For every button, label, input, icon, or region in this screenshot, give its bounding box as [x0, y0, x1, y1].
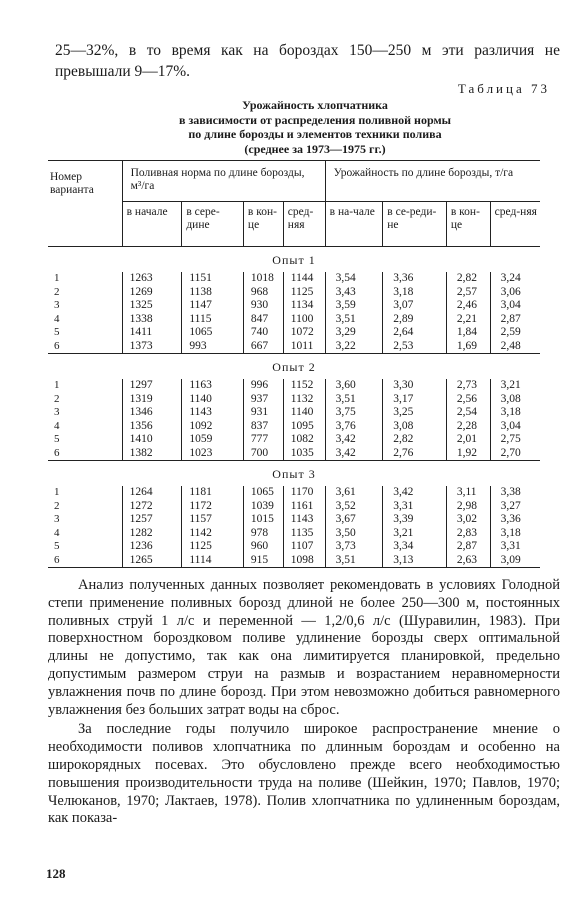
cell-norm-middle: 993: [182, 340, 244, 354]
cell-yield-end: 2,57: [446, 286, 490, 300]
cell-yield-end: 2,28: [446, 420, 490, 434]
header-yield-middle: в се-реди-не: [383, 202, 447, 247]
cell-yield-start: 3,54: [325, 272, 383, 286]
table-row: [48, 486, 540, 500]
cell-yield-end: 2,87: [446, 540, 490, 554]
cell-norm-end: 930: [243, 299, 283, 313]
cell-yield-start: 3,42: [325, 433, 383, 447]
cell-norm-end: 915: [243, 554, 283, 568]
table-row: [48, 326, 540, 340]
table-row: [48, 447, 540, 461]
cell-yield-average: 2,70: [490, 447, 540, 461]
cell-norm-middle: 1065: [182, 326, 244, 340]
cell-variant-number: 1: [54, 486, 60, 498]
cell-norm-average: 1011: [283, 340, 325, 354]
cell-norm-middle: 1142: [182, 527, 244, 541]
cell-yield-end: 2,01: [446, 433, 490, 447]
cell-norm-start: 1297: [122, 379, 182, 393]
cell-yield-average: 3,21: [490, 379, 540, 393]
cell-norm-end: 1015: [243, 513, 283, 527]
cell-variant-number: 5: [54, 540, 60, 552]
table-row: [48, 313, 540, 327]
body-paragraph: Анализ полученных данных позволяет рекомендовать в условиях Голодной степи применение поливных борозд длиной не более 250—300 м, постоянных поливных струй 1 л/с и переменной — 1,2/0,6 л/с (Шуравилин, 1983). При поверхностном бороздковом поливе удлинение борозды сверх оптимальной длины не допустимо, так как она лимитируется планировкой, предельно допустимым размером струи на размыв и возрастанием неравномерности увлажнения почв по длине борозд. При этом невозможно добиться равномерного увлажнения без больших затрат воды на сброс.: [48, 577, 560, 718]
cell-yield-start: 3,76: [325, 420, 383, 434]
cell-norm-end: 1065: [243, 486, 283, 500]
cell-norm-start: 1319: [122, 393, 182, 407]
cell-yield-start: 3,29: [325, 326, 383, 340]
cell-norm-end: 931: [243, 406, 283, 420]
cell-yield-middle: 3,17: [383, 393, 447, 407]
cell-yield-start: 3,22: [325, 340, 383, 354]
cell-norm-middle: 1114: [182, 554, 244, 568]
cell-yield-average: 2,48: [490, 340, 540, 354]
cell-norm-middle: 1140: [182, 393, 244, 407]
cell-norm-middle: 1115: [182, 313, 244, 327]
cell-norm-average: 1098: [283, 554, 325, 568]
experiment-heading: [48, 247, 540, 273]
cell-yield-end: 1,69: [446, 340, 490, 354]
cell-norm-middle: 1147: [182, 299, 244, 313]
cell-yield-start: 3,61: [325, 486, 383, 500]
cell-norm-average: 1144: [283, 272, 325, 286]
header-yield-start: в на-чале: [325, 202, 383, 247]
experiment-heading: [48, 354, 540, 380]
yield-table: [48, 160, 540, 568]
cell-yield-start: 3,60: [325, 379, 383, 393]
cell-norm-middle: 1151: [182, 272, 244, 286]
cell-yield-middle: 2,76: [383, 447, 447, 461]
table-title-line: по длине борозды и элементов техники полива: [188, 127, 442, 141]
cell-norm-average: 1135: [283, 527, 325, 541]
cell-norm-average: 1143: [283, 513, 325, 527]
cell-norm-end: 978: [243, 527, 283, 541]
cell-norm-end: 777: [243, 433, 283, 447]
cell-yield-end: 3,02: [446, 513, 490, 527]
cell-yield-middle: 2,89: [383, 313, 447, 327]
cell-norm-average: 1170: [283, 486, 325, 500]
cell-norm-average: 1082: [283, 433, 325, 447]
cell-yield-start: 3,51: [325, 313, 383, 327]
cell-norm-middle: 1181: [182, 486, 244, 500]
cell-norm-end: 996: [243, 379, 283, 393]
cell-variant-number: 6: [54, 339, 60, 352]
cell-norm-average: 1100: [283, 313, 325, 327]
cell-norm-end: 740: [243, 326, 283, 340]
cell-yield-end: 2,21: [446, 313, 490, 327]
header-row-label: Номер варианта: [50, 171, 94, 196]
cell-variant-number: 5: [54, 326, 60, 338]
cell-norm-end: 1039: [243, 500, 283, 514]
cell-norm-start: 1373: [122, 340, 182, 354]
cell-norm-average: 1132: [283, 393, 325, 407]
cell-yield-start: 3,51: [325, 393, 383, 407]
cell-yield-middle: 3,21: [383, 527, 447, 541]
header-yield-group: Урожайность по длине борозды, т/га: [325, 161, 540, 202]
table-row: [48, 500, 540, 514]
cell-yield-average: 3,09: [490, 554, 540, 568]
cell-norm-middle: 1143: [182, 406, 244, 420]
cell-norm-start: 1282: [122, 527, 182, 541]
cell-norm-end: 960: [243, 540, 283, 554]
cell-norm-start: 1264: [122, 486, 182, 500]
table-row: [48, 554, 540, 568]
cell-variant-number: 2: [54, 392, 60, 405]
page-number: 128: [46, 866, 66, 881]
cell-norm-end: 937: [243, 393, 283, 407]
cell-yield-end: 2,46: [446, 299, 490, 313]
table-row: [48, 393, 540, 407]
cell-norm-start: 1265: [122, 554, 182, 568]
cell-yield-end: 2,63: [446, 554, 490, 568]
body-text: [48, 577, 560, 830]
cell-yield-middle: 2,82: [383, 433, 447, 447]
cell-yield-start: 3,51: [325, 554, 383, 568]
cell-yield-middle: 3,13: [383, 554, 447, 568]
cell-norm-middle: 1125: [182, 540, 244, 554]
cell-norm-start: 1410: [122, 433, 182, 447]
cell-norm-start: 1257: [122, 513, 182, 527]
cell-yield-start: 3,50: [325, 527, 383, 541]
table-row: [48, 527, 540, 541]
cell-yield-middle: 3,31: [383, 500, 447, 514]
cell-norm-average: 1095: [283, 420, 325, 434]
cell-yield-end: 2,56: [446, 393, 490, 407]
cell-variant-number: 3: [54, 406, 60, 418]
cell-yield-middle: 2,64: [383, 326, 447, 340]
cell-yield-average: 3,04: [490, 420, 540, 434]
header-yield-average: сред-няя: [490, 202, 540, 247]
cell-norm-start: 1272: [122, 500, 182, 514]
cell-yield-middle: 3,30: [383, 379, 447, 393]
cell-yield-average: 3,08: [490, 393, 540, 407]
experiment-label: Опыт 1: [272, 253, 316, 267]
cell-norm-start: 1236: [122, 540, 182, 554]
cell-yield-end: 3,11: [446, 486, 490, 500]
header-norm-group: Поливная норма по длине борозды, м³/га: [122, 161, 325, 202]
cell-norm-average: 1125: [283, 286, 325, 300]
cell-yield-end: 2,73: [446, 379, 490, 393]
experiment-label: Опыт 3: [272, 467, 316, 481]
experiment-heading: [48, 461, 540, 487]
cell-yield-average: 2,75: [490, 433, 540, 447]
table-row: [48, 513, 540, 527]
cell-yield-middle: 3,36: [383, 272, 447, 286]
cell-yield-middle: 3,07: [383, 299, 447, 313]
cell-yield-start: 3,67: [325, 513, 383, 527]
cell-variant-number: 4: [54, 419, 60, 432]
cell-variant-number: 4: [54, 312, 60, 325]
cell-variant-number: 6: [54, 553, 60, 566]
cell-variant-number: 5: [54, 433, 60, 445]
header-norm-average: сред-няя: [283, 202, 325, 247]
cell-norm-average: 1161: [283, 500, 325, 514]
cell-norm-start: 1325: [122, 299, 182, 313]
cell-norm-end: 968: [243, 286, 283, 300]
cell-yield-average: 3,36: [490, 513, 540, 527]
cell-norm-middle: 1092: [182, 420, 244, 434]
table-title-line: в зависимости от распределения поливной нормы: [178, 112, 451, 127]
cell-norm-average: 1072: [283, 326, 325, 340]
cell-norm-end: 1018: [243, 272, 283, 286]
cell-norm-middle: 1138: [182, 286, 244, 300]
cell-yield-average: 3,04: [490, 299, 540, 313]
header-norm-middle: в сере-дине: [182, 202, 244, 247]
header-norm-end: в кон-це: [243, 202, 283, 247]
cell-yield-end: 2,98: [446, 500, 490, 514]
cell-yield-average: 3,18: [490, 406, 540, 420]
cell-variant-number: 3: [54, 299, 60, 311]
cell-norm-average: 1140: [283, 406, 325, 420]
cell-norm-end: 700: [243, 447, 283, 461]
table-title-line: (среднее за 1973—1975 гг.): [244, 141, 386, 156]
cell-norm-middle: 1059: [182, 433, 244, 447]
cell-norm-average: 1107: [283, 540, 325, 554]
cell-variant-number: 6: [54, 446, 60, 459]
cell-variant-number: 3: [54, 513, 60, 525]
cell-norm-start: 1263: [122, 272, 182, 286]
cell-norm-middle: 1163: [182, 379, 244, 393]
cell-variant-number: 1: [54, 272, 60, 284]
cell-yield-middle: 3,25: [383, 406, 447, 420]
table-row: [48, 433, 540, 447]
table-row: [48, 420, 540, 434]
cell-yield-average: 3,31: [490, 540, 540, 554]
cell-norm-start: 1338: [122, 313, 182, 327]
table-title: [110, 98, 520, 156]
cell-norm-end: 837: [243, 420, 283, 434]
header-norm-start: в начале: [122, 202, 182, 247]
cell-yield-end: 1,84: [446, 326, 490, 340]
cell-variant-number: 1: [54, 379, 60, 391]
cell-yield-end: 2,82: [446, 272, 490, 286]
cell-yield-middle: 3,34: [383, 540, 447, 554]
table-title-line: Урожайность хлопчатника: [242, 98, 388, 112]
cell-norm-start: 1382: [122, 447, 182, 461]
cell-norm-start: 1411: [122, 326, 182, 340]
intro-paragraph: 25—32%, в то время как на бороздах 150—250 м эти различия не превышали 9—17%.: [55, 42, 560, 80]
table-number: Таблица 73: [457, 81, 550, 96]
body-paragraph: За последние годы получило широкое распространение мнение о необходимости поливов хлопчатника по длинным бороздам и особенно на широкорядных посевах. Это обусловлено прежде всего необходимостью повышения производительности труда на поливе (Шейкин, 1970; Павлов, 1970; Челюканов, 1970; Лактаев, 1978). Полив хлопчатника по удлиненным бороздам, как показа-: [48, 721, 560, 827]
cell-yield-start: 3,52: [325, 500, 383, 514]
cell-norm-middle: 1172: [182, 500, 244, 514]
cell-yield-start: 3,59: [325, 299, 383, 313]
cell-norm-average: 1152: [283, 379, 325, 393]
cell-norm-start: 1269: [122, 286, 182, 300]
cell-norm-average: 1134: [283, 299, 325, 313]
cell-yield-average: 3,06: [490, 286, 540, 300]
cell-yield-end: 2,83: [446, 527, 490, 541]
table-row: [48, 340, 540, 354]
cell-yield-average: 3,18: [490, 527, 540, 541]
cell-yield-average: 3,38: [490, 486, 540, 500]
table-row: [48, 299, 540, 313]
cell-yield-end: 1,92: [446, 447, 490, 461]
cell-yield-start: 3,42: [325, 447, 383, 461]
cell-yield-end: 2,54: [446, 406, 490, 420]
cell-variant-number: 2: [54, 285, 60, 298]
cell-norm-end: 667: [243, 340, 283, 354]
experiment-label: Опыт 2: [272, 360, 316, 374]
cell-norm-middle: 1157: [182, 513, 244, 527]
cell-yield-average: 3,24: [490, 272, 540, 286]
table-row: [48, 286, 540, 300]
cell-norm-end: 847: [243, 313, 283, 327]
cell-norm-start: 1356: [122, 420, 182, 434]
header-yield-end: в кон-це: [446, 202, 490, 247]
cell-yield-start: 3,75: [325, 406, 383, 420]
cell-yield-middle: 3,42: [383, 486, 447, 500]
cell-variant-number: 4: [54, 526, 60, 539]
cell-norm-average: 1035: [283, 447, 325, 461]
table-row: [48, 379, 540, 393]
table-row: [48, 540, 540, 554]
cell-yield-average: 3,27: [490, 500, 540, 514]
table-row: [48, 406, 540, 420]
table-row: [48, 272, 540, 286]
cell-yield-start: 3,43: [325, 286, 383, 300]
cell-norm-start: 1346: [122, 406, 182, 420]
cell-variant-number: 2: [54, 499, 60, 512]
cell-yield-start: 3,73: [325, 540, 383, 554]
cell-yield-middle: 3,08: [383, 420, 447, 434]
cell-yield-middle: 3,18: [383, 286, 447, 300]
cell-yield-average: 2,59: [490, 326, 540, 340]
cell-yield-middle: 3,39: [383, 513, 447, 527]
cell-norm-middle: 1023: [182, 447, 244, 461]
cell-yield-average: 2,87: [490, 313, 540, 327]
cell-yield-middle: 2,53: [383, 340, 447, 354]
